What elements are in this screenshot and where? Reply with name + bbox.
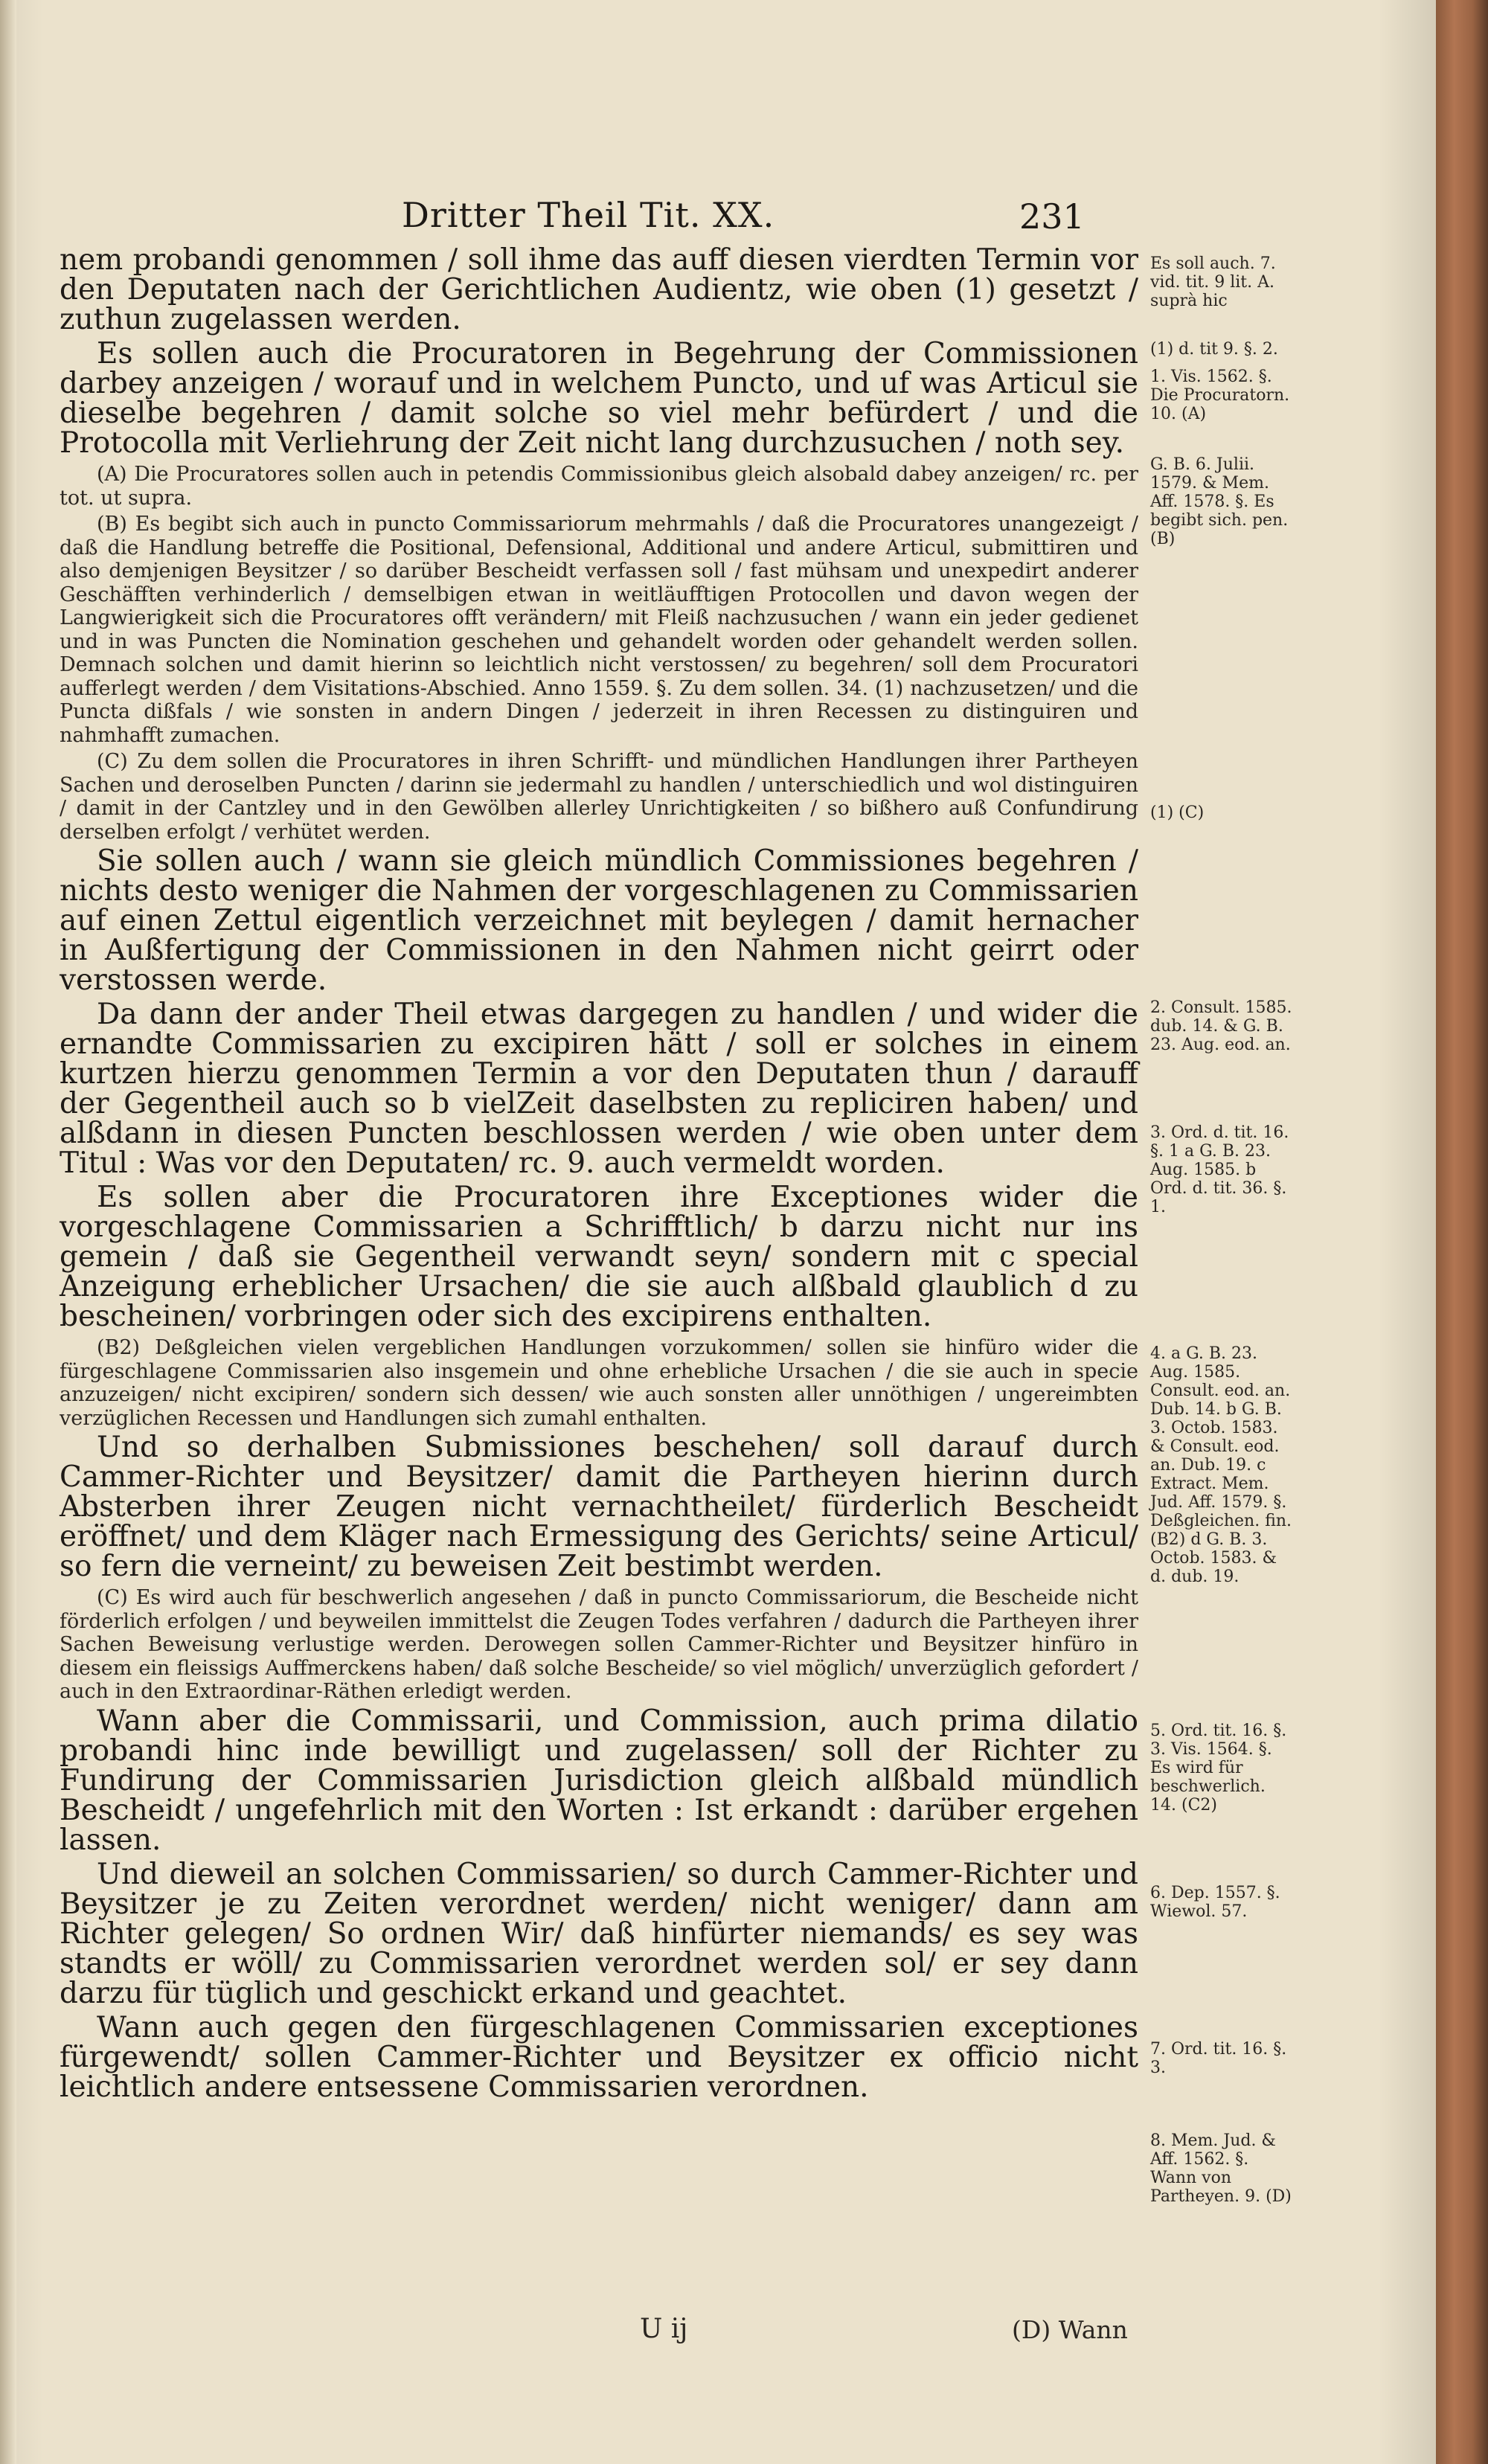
annotation-note: (C) Es wird auch für beschwerlich angesehen / daß in puncto Commissariorum, die Bescheide nicht förderlich erfolgen / und beyweilen immittelst die Zeugen Todes verfahren / dadurch die Partheyen ihrer Sachen Beweisung verlustige werden. Derowegen sollen Cammer-Richter und Beysitzer hinfüro in diesem ein fleissigs Auffmerckens haben/ daß solche Bescheide/ so viel möglich/ unverzüglich gefordert / auch in den Extraordinar-Räthen erledigt werden. [60,1586,1138,1703]
running-head: Dritter Theil Tit. XX. [402,195,775,235]
margin-note: (1) d. tit 9. §. 2. [1150,340,1278,359]
signature-mark: U ij [640,2314,688,2344]
page-footer [0,2314,1436,2358]
paragraph: Und dieweil an solchen Commissarien/ so durch Cammer-Richter und Beysitzer je zu Zeiten verordnet werden/ nicht weniger/ dann am Richter gelegen/ So ordnen Wir/ daß hinfürter niemands/ es sey was standts er wöll/ zu Commissarien verordnet werden sol/ er sey dann darzu für tüglich und geschickt erkand und geachtet. [60,1857,1138,2010]
page-header [0,195,1436,247]
paragraph: Sie sollen auch / wann sie gleich mündlich Commissiones begehren / nichts desto weniger die Nahmen der vorgeschlagenen zu Commissarien auf einen Zettul eigentlich verzeichnet mit beylegen / damit hernacher in Außfertigung der Commissionen in den Nahmen nicht geirrt oder verstossen werde. [60,844,1138,997]
paragraph: Es sollen aber die Procuratoren ihre Exceptiones wider die vorgeschlagene Commissarien a Schrifftlich/ b darzu nicht nur ins gemein / daß sie Gegentheil verwandt seyn/ sondern mit c special Anzeigung erheblicher Ursachen/ die sie auch alßbald glaublich d zu bescheinen/ vorbringen oder sich des excipirens enthalten. [60,1181,1138,1333]
annotation-note: (C) Zu dem sollen die Procuratores in ihren Schrifft- und mündlichen Handlungen ihrer Partheyen Sachen und deroselben Puncten / darinn sie jedermahl zu handlen / unterschiedlich und wol distinguiren / damit in der Cantzley und in den Gewölben allerley Unrichtigkeiten / so bißhero auß Confundirung derselben erfolgt / verhütet werden. [60,750,1138,844]
margin-note: 7. Ord. tit. 16. §. 3. [1150,2040,1287,2077]
margin-note: 4. a G. B. 23. Aug. 1585. Consult. eod. an. Dub. 14. b G. B. 3. Octob. 1583. & Consult. eod. an. Dub. 19. c Extract. Mem. Jud. Aff. 1579. §. Deßgleichen. fin. (B2) d G. B. 3. Octob. 1583. & d. dub. 19. [1150,1344,1292,1586]
paragraph: Da dann der ander Theil etwas dargegen zu handlen / und wider die ernandte Commissarien zu excipiren hätt / soll er solches in einem kurtzen hierzu genommen Termin a vor den Deputaten thun / darauff der Gegentheil auch so b vielZeit daselbsten zu repliciren haben/ und alßdann in diesen Puncten beschlossen werden / wie oben unter dem Titul : Was vor den Deputaten/ rc. 9. auch vermeldt worden. [60,998,1138,1180]
annotation-note: (B) Es begibt sich auch in puncto Commissariorum mehrmahls / daß die Procuratores unangezeigt / daß die Handlung betreffe die Positional, Defensional, Additional und andere Articul, submittiren und also demjenigen Beysitzer / so darüber Bescheidt verfassen soll / fast mühsam und unexpedirt anderer Geschäfften verhinderlich / demselbigen etwan in weitläufftigen Protocollen und davon wegen der Langwierigkeit sich die Procuratores offt verändern/ mit Fleiß nachzusuchen / wann ein jeder gedienet und in was Puncten die Nomination geschehen und gehandelt worden oder gehandelt werden sollen. Demnach solchen und damit hierinn so leichtlich nicht verstossen/ zu begehren/ soll dem Procuratori aufferlegt werden / dem Visitations-Abschied. Anno 1559. §. Zu dem sollen. 34. (1) nachzusetzen/ und die Puncta dißfals / wie sonsten in andern Dingen / jederzeit in ihren Recessen zu distinguiren und nahmhafft zumachen. [60,513,1138,747]
book-edge [1436,0,1488,2464]
paragraph: Es sollen auch die Procuratoren in Begehrung der Commissionen darbey anzeigen / worauf und in welchem Puncto, und uf was Articul sie dieselbe begehren / damit solche so viel mehr befürdert / und die Protocolla mit Verliehrung der Zeit nicht lang durchzusuchen / noth sey. [60,337,1138,460]
page-number: 231 [1019,196,1085,237]
margin-note: 5. Ord. tit. 16. §. 3. Vis. 1564. §. Es wird für beschwerlich. 14. (C2) [1150,1722,1287,1815]
paragraph: Und so derhalben Submissiones beschehen/ soll darauf durch Cammer-Richter und Beysitzer/ damit die Partheyen hierinn durch Absterben ihrer Zeugen nicht vernachtheilet/ fürderlich Bescheidt eröffnet/ und dem Kläger nach Ermessigung des Gerichts/ seine Articul/ so fern die verneint/ zu beweisen Zeit bestimbt werden. [60,1431,1138,1583]
margin-note: 3. Ord. d. tit. 16. §. 1 a G. B. 23. Aug. 1585. b Ord. d. tit. 36. §. 1. [1150,1123,1289,1216]
margin-note: G. B. 6. Julii. 1579. & Mem. Aff. 1578. §. Es begibt sich. pen. (B) [1150,455,1289,548]
main-text [60,243,1138,2107]
margin-note: Es soll auch. 7. vid. tit. 9 lit. A. suprà hic [1150,254,1276,310]
paragraph: Wann auch gegen den fürgeschlagenen Commissarien exceptiones fürgewendt/ sollen Cammer-Richter und Beysitzer ex officio nicht leichtlich andere entsessene Commissarien verordnen. [60,2010,1138,2104]
paragraph: Wann aber die Commissarii, und Commission, auch prima dilatio probandi hinc inde bewilligt und zugelassen/ soll der Richter zu Fundirung der Commissarien Jurisdiction gleich alßbald mündlich Bescheidt / ungefehrlich mit den Worten : Ist erkandt : darüber ergehen lassen. [60,1704,1138,1857]
annotation-note: (B2) Deßgleichen vielen vergeblichen Handlungen vorzukommen/ sollen sie hinfüro wider die fürgeschlagene Commissarien also insgemein und ohne erhebliche Ursachen / die sie auch in specie anzuzeigen/ nicht excipiren/ sondern sich dessen/ wie auch sonsten aller unnöthigen / ungereimbten verzüglichen Recessen und Handlungen sich zumahl enthalten. [60,1336,1138,1430]
catchword: (D) Wann [1012,2315,1128,2344]
annotation-note: (A) Die Procuratores sollen auch in petendis Commissionibus gleich alsobald dabey anzeigen/ rc. per tot. ut supra. [60,463,1138,510]
margin-note: (1) (C) [1150,803,1205,822]
page-gutter [0,0,16,2464]
margin-note: 1. Vis. 1562. §. Die Procuratorn. 10. (A) [1150,368,1290,423]
margin-note: 2. Consult. 1585. dub. 14. & G. B. 23. Aug. eod. an. [1150,998,1292,1054]
margin-note: 6. Dep. 1557. §. Wiewol. 57. [1150,1884,1280,1921]
margin-note: 8. Mem. Jud. & Aff. 1562. §. Wann von Partheyen. 9. (D) [1150,2131,1292,2206]
paragraph: nem probandi genommen / soll ihme das auff diesen vierdten Termin vor den Deputaten nach der Gerichtlichen Audientz, wie oben (1) gesetzt / zuthun zugelassen werden. [60,243,1138,336]
